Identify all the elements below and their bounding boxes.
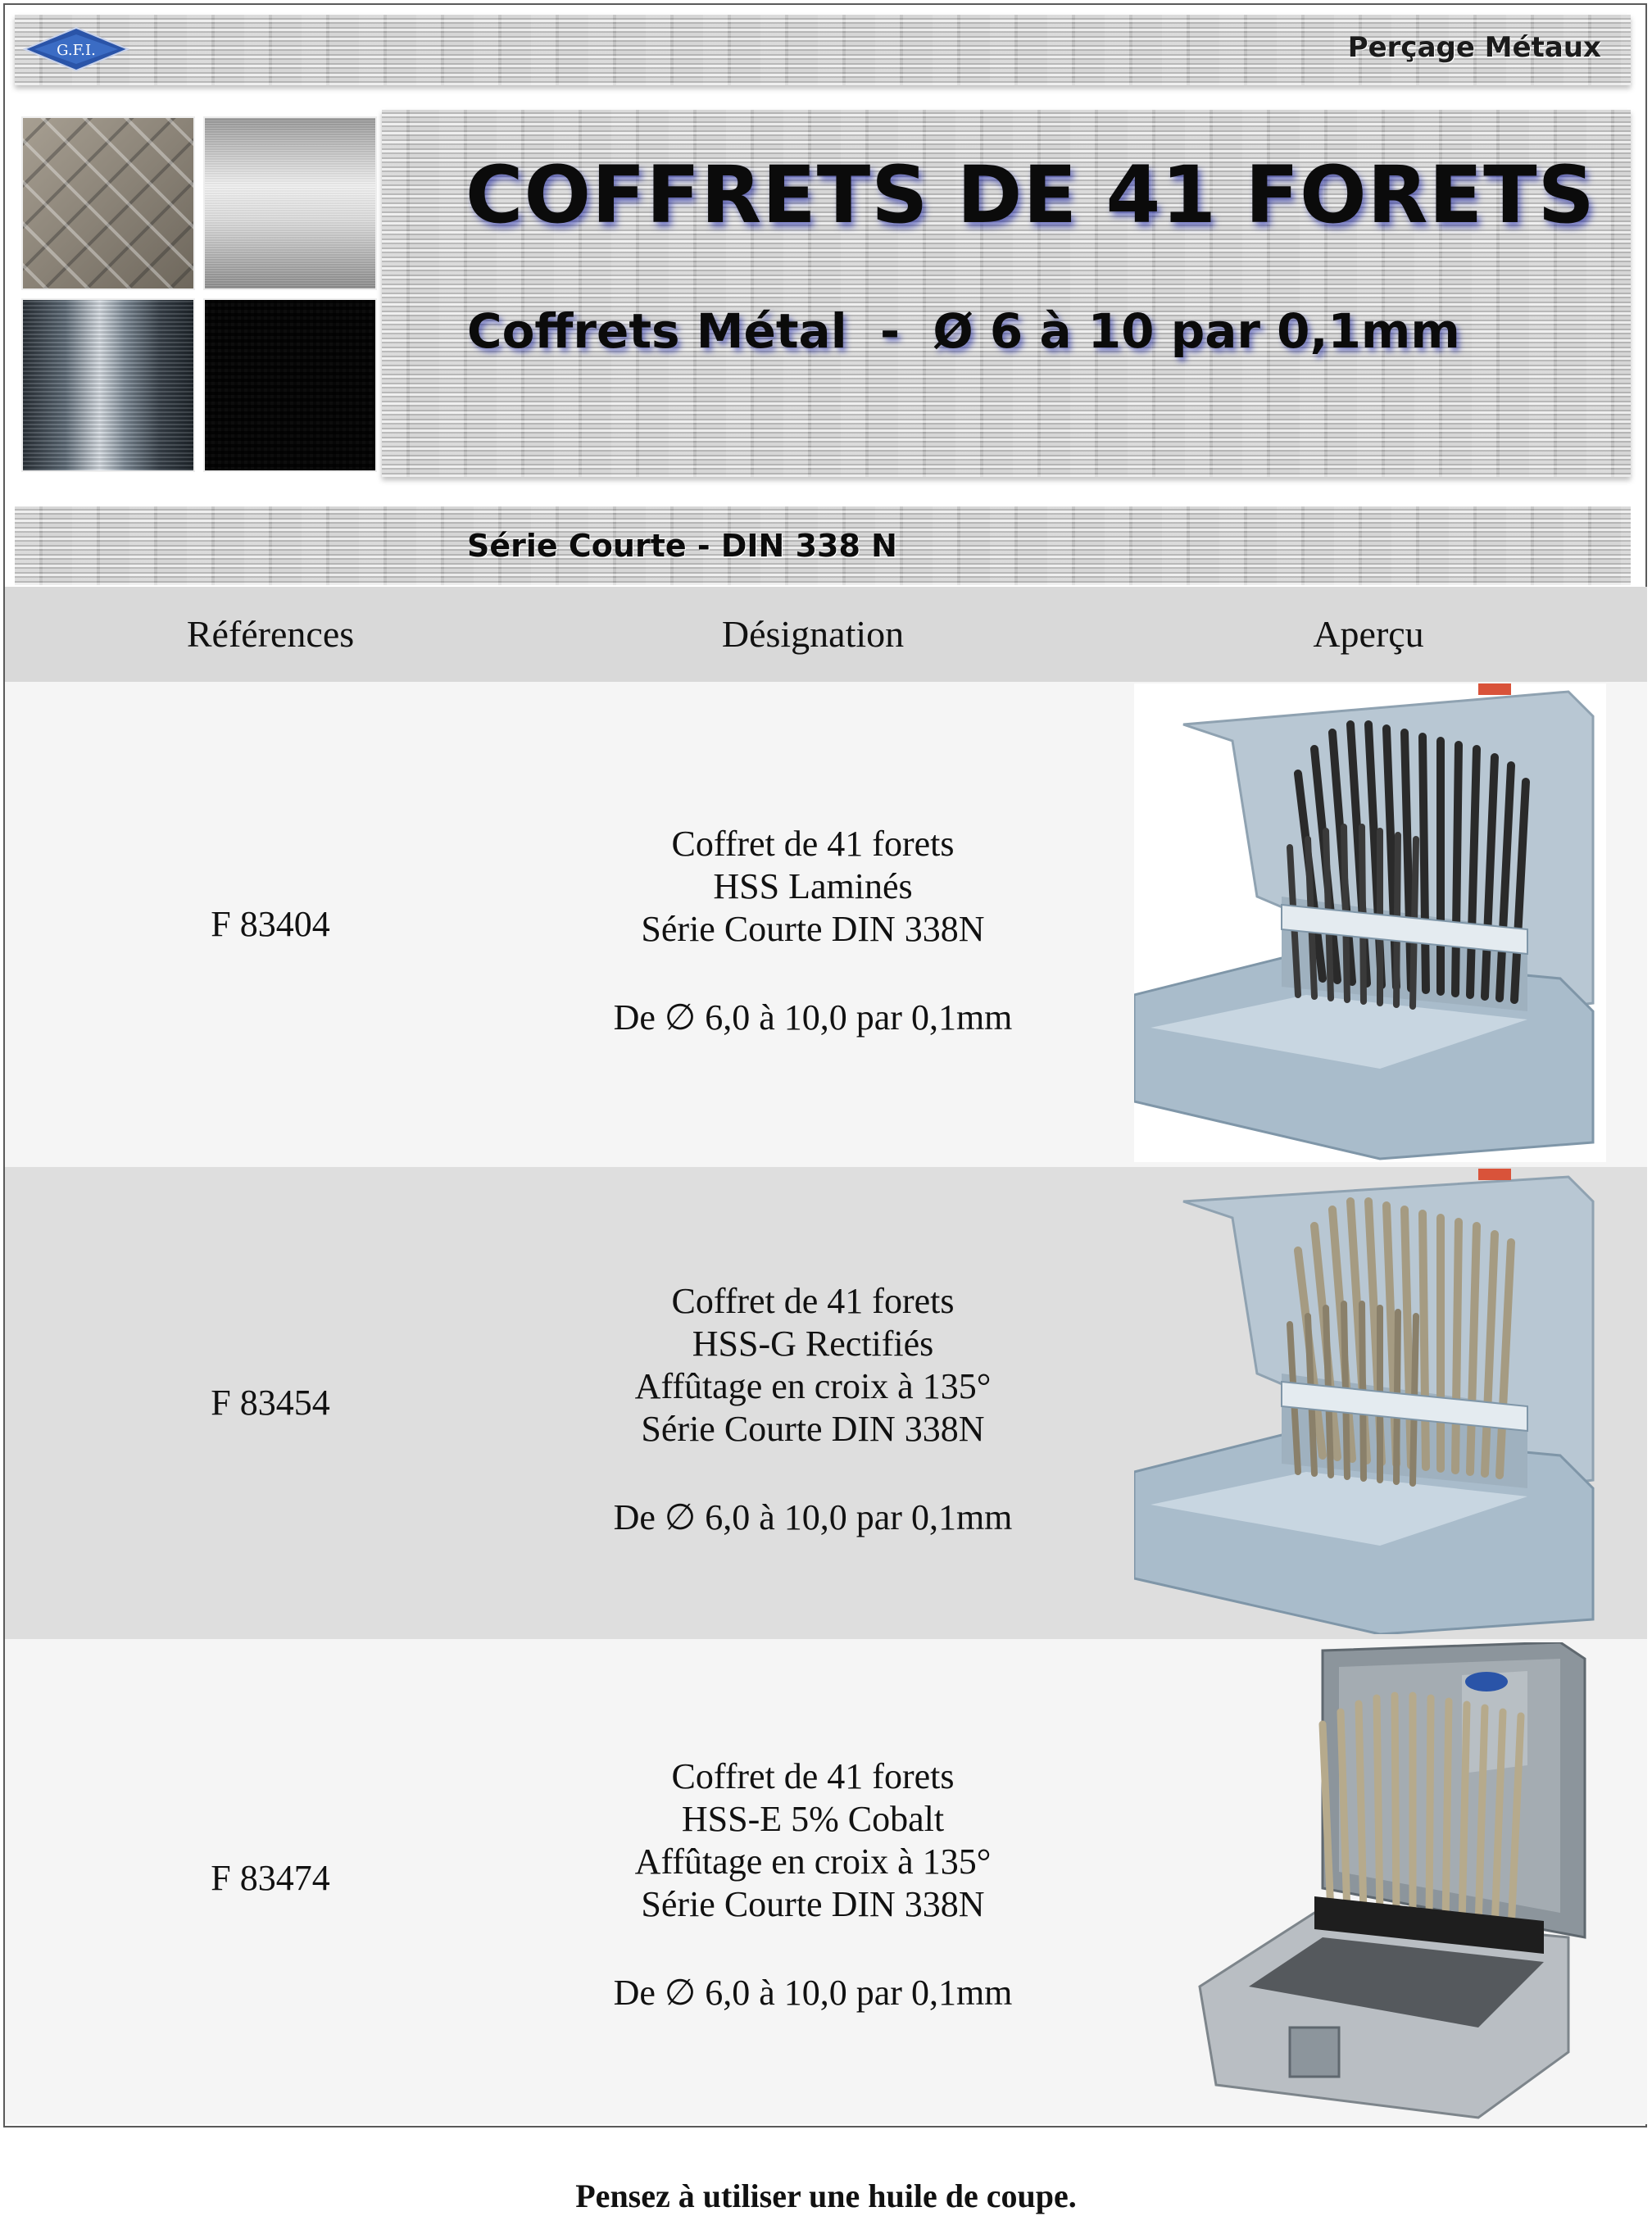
reference-cell: F 83404 [211,904,330,944]
section-label: Perçage Métaux [1347,31,1601,64]
gfi-logo [23,25,129,74]
designation-line: Coffret de 41 forets [671,1281,955,1321]
designation-line: Coffret de 41 forets [671,1756,955,1796]
drill-set-photo-hssg [1134,1169,1606,1634]
designation-line: HSS-G Rectifiés [692,1324,934,1364]
drill-set-photo-cobalt [1169,1642,1641,2121]
page-title: COFFRETS DE 41 FORETS [465,149,1595,241]
reference-cell: F 83454 [211,1383,330,1423]
diamond-plate-image [21,116,195,290]
diameter-range: De ∅ 6,0 à 10,0 par 0,1mm [613,1973,1013,2013]
cutting-oil-note: Pensez à utiliser une huile de coupe. [575,2177,1077,2214]
diameter-range: De ∅ 6,0 à 10,0 par 0,1mm [613,1497,1013,1537]
designation-line: Série Courte DIN 338N [641,1884,985,1924]
table-header [5,587,1647,682]
designation-line: HSS Laminés [713,866,913,906]
designation-line: HSS-E 5% Cobalt [681,1799,945,1839]
header-preview: Aperçu [1313,613,1424,655]
header-references: Références [186,613,355,655]
designation-cell [536,1755,1090,2014]
steel-image [21,298,195,472]
logo-text: G.F.I. [57,42,96,59]
brushed-metal-image [203,116,377,290]
designation-line: Affûtage en croix à 135° [634,1841,992,1882]
reference-cell: F 83474 [211,1858,330,1898]
designation-line: Série Courte DIN 338N [641,909,985,949]
material-tiles [21,116,379,474]
header-designation: Désignation [721,613,905,655]
table-row [5,1639,1647,2124]
table-row [5,682,1647,1167]
diameter-range: De ∅ 6,0 à 10,0 par 0,1mm [613,997,1013,1038]
designation-line: Série Courte DIN 338N [641,1409,985,1449]
table-row [5,1167,1647,1639]
designation-line: Coffret de 41 forets [671,824,955,864]
designation-cell [536,1280,1090,1539]
carbon-weave-image [203,298,377,472]
page-subtitle: Coffrets Métal - Ø 6 à 10 par 0,1mm [467,303,1460,359]
product-table [5,587,1647,2124]
series-label: Série Courte - DIN 338 N [467,528,897,564]
drill-set-photo-hss [1134,683,1606,1162]
designation-line: Affûtage en croix à 135° [634,1366,992,1406]
designation-cell [536,823,1090,1039]
